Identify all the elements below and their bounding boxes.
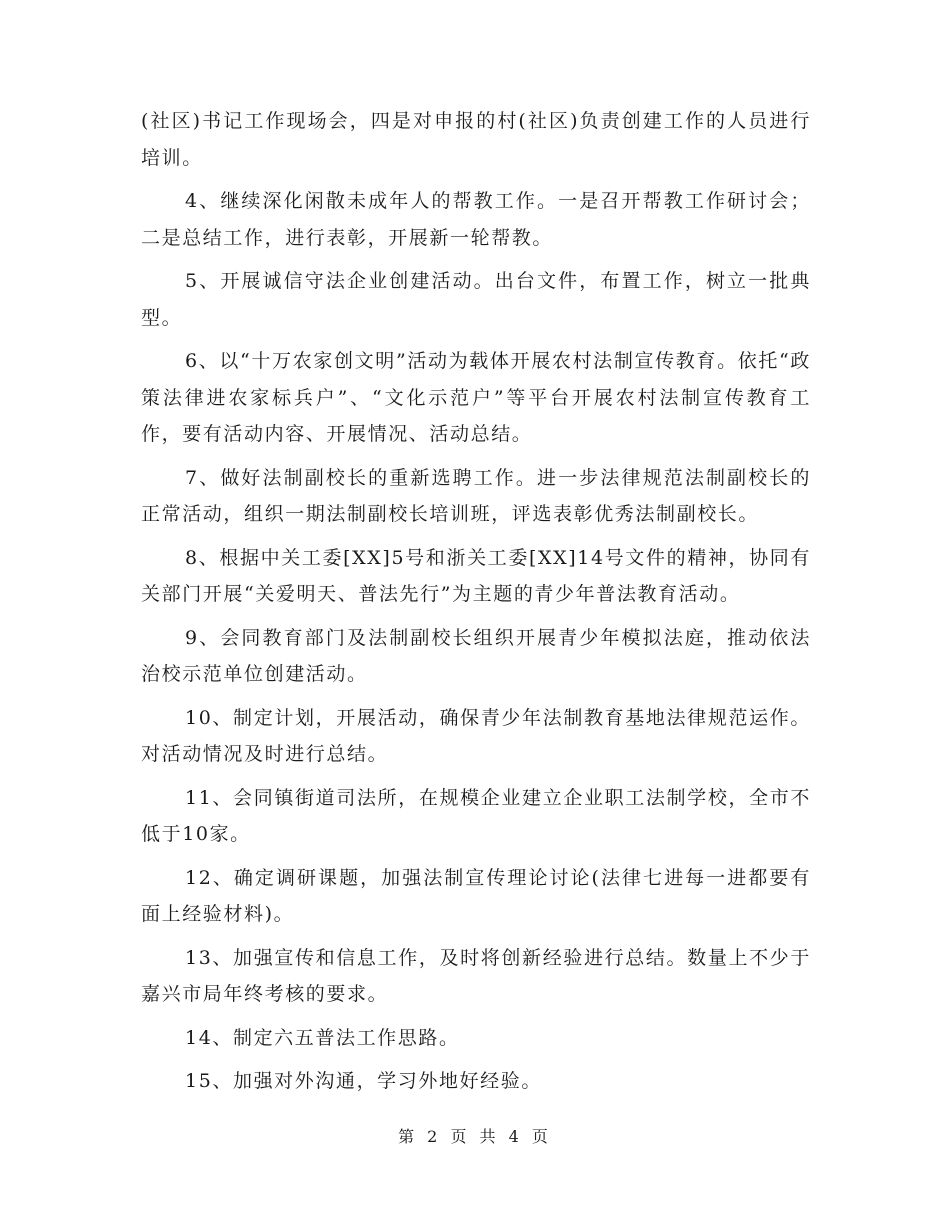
paragraph-item-15: 15、加强对外沟通，学习外地好经验。 [185,1070,542,1092]
paragraph-item-11: 11、会同镇街道司法所，在规模企业建立企业职工法制学校，全市不低于10家。 [141,786,811,845]
paragraph-item-7: 7、做好法制副校长的重新选聘工作。进一步法律规范法制副校长的正常活动，组织一期法制副校长培训班，评选表彰优秀法制副校长。 [141,466,811,525]
paragraph-item-5: 5、开展诚信守法企业创建活动。出台文件，布置工作，树立一批典型。 [141,270,811,329]
document-body [141,103,811,1107]
paragraph-item-4: 4、继续深化闲散未成年人的帮教工作。一是召开帮教工作研讨会；二是总结工作，进行表彰，开展新一轮帮教。 [141,190,811,249]
paragraph-item-9: 9、会同教育部门及法制副校长组织开展青少年模拟法庭，推动依法治校示范单位创建活动。 [141,626,811,685]
paragraph-item-14: 14、制定六五普法工作思路。 [185,1026,460,1049]
paragraph-item-6: 6、以“十万农家创文明”活动为载体开展农村法制宣传教育。依托“政策法律进农家标兵户”、“文化示范户”等平台开展农村法制宣传教育工作，要有活动内容、开展情况、活动总结。 [141,350,811,445]
paragraph-item-10: 10、制定计划，开展活动，确保青少年法制教育基地法律规范运作。对活动情况及时进行总结。 [141,706,811,765]
paragraph-0: (社区)书记工作现场会，四是对申报的村(社区)负责创建工作的人员进行培训。 [141,110,811,169]
paragraph-item-13: 13、加强宣传和信息工作，及时将创新经验进行总结。数量上不少于嘉兴市局年终考核的要求。 [141,946,811,1005]
paragraph-item-12: 12、确定调研课题，加强法制宣传理论讨论(法律七进每一进都要有面上经验材料)。 [141,866,811,925]
page-footer [0,1124,950,1147]
page-number: 第 2 页 共 4 页 [398,1127,552,1146]
paragraph-item-8: 8、根据中关工委[XX]5号和浙关工委[XX]14号文件的精神，协同有关部门开展“关爱明天、普法先行”为主题的青少年普法教育活动。 [141,546,811,605]
